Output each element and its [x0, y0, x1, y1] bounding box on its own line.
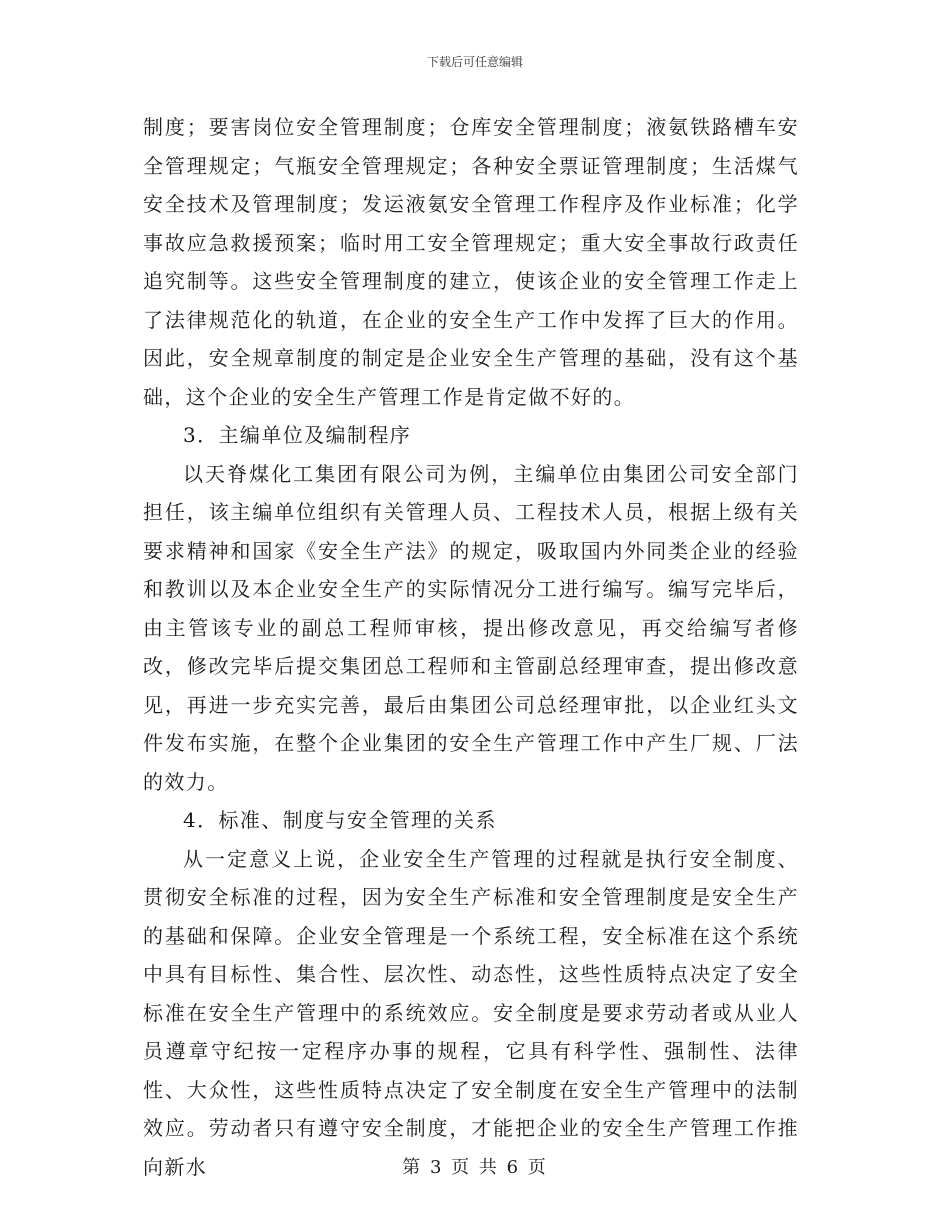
section-heading-3: 3．主编单位及编制程序: [183, 423, 412, 447]
document-body: [143, 108, 799, 1186]
paragraph-2: 以天脊煤化工集团有限公司为例，主编单位由集团公司安全部门担任，该主编单位组织有关管理人员、工程技术人员，根据上级有关要求精神和国家《安全生产法》的规定，吸取国内外同类企业的经验和教训以及本企业安全生产的实际情况分工进行编写。编写完毕后，由主管该专业的副总工程师审核，提出修改意见，再交给编写者修改，修改完毕后提交集团总工程师和主管副总经理审查，提出修改意见，再进一步充实完善，最后由集团公司总经理审批，以企业红头文件发布实施，在整个企业集团的安全生产管理工作中产生厂规、厂法的效力。: [143, 461, 799, 794]
paragraph-1: 制度；要害岗位安全管理制度；仓库安全管理制度；液氨铁路槽车安全管理规定；气瓶安全管理规定；各种安全票证管理制度；生活煤气安全技术及管理制度；发运液氨安全管理工作程序及作业标准；化学事故应急救援预案；临时用工安全管理规定；重大安全事故行政责任追究制等。这些安全管理制度的建立，使该企业的安全管理工作走上了法律规范化的轨道，在企业的安全生产工作中发挥了巨大的作用。因此，安全规章制度的制定是企业安全生产管理的基础，没有这个基础，这个企业的安全生产管理工作是肯定做不好的。: [143, 115, 799, 409]
paragraph-3: 从一定意义上说，企业安全生产管理的过程就是执行安全制度、贯彻安全标准的过程，因为安全生产标准和安全管理制度是安全生产的基础和保障。企业安全管理是一个系统工程，安全标准在这个系统中具有目标性、集合性、层次性、动态性，这些性质特点决定了安全标准在安全生产管理中的系统效应。安全制度是要求劳动者或从业人员遵章守纪按一定程序办事的规程，它具有科学性、强制性、法律性、大众性，这些性质特点决定了安全制度在安全生产管理中的法制效应。劳动者只有遵守安全制度，才能把企业的安全生产管理工作推向新水: [143, 846, 799, 1179]
section-heading-4: 4．标准、制度与安全管理的关系: [183, 808, 497, 832]
page-header: 下载后可任意编辑: [426, 55, 523, 69]
page-footer: 第 3 页 共 6 页: [402, 1157, 548, 1178]
